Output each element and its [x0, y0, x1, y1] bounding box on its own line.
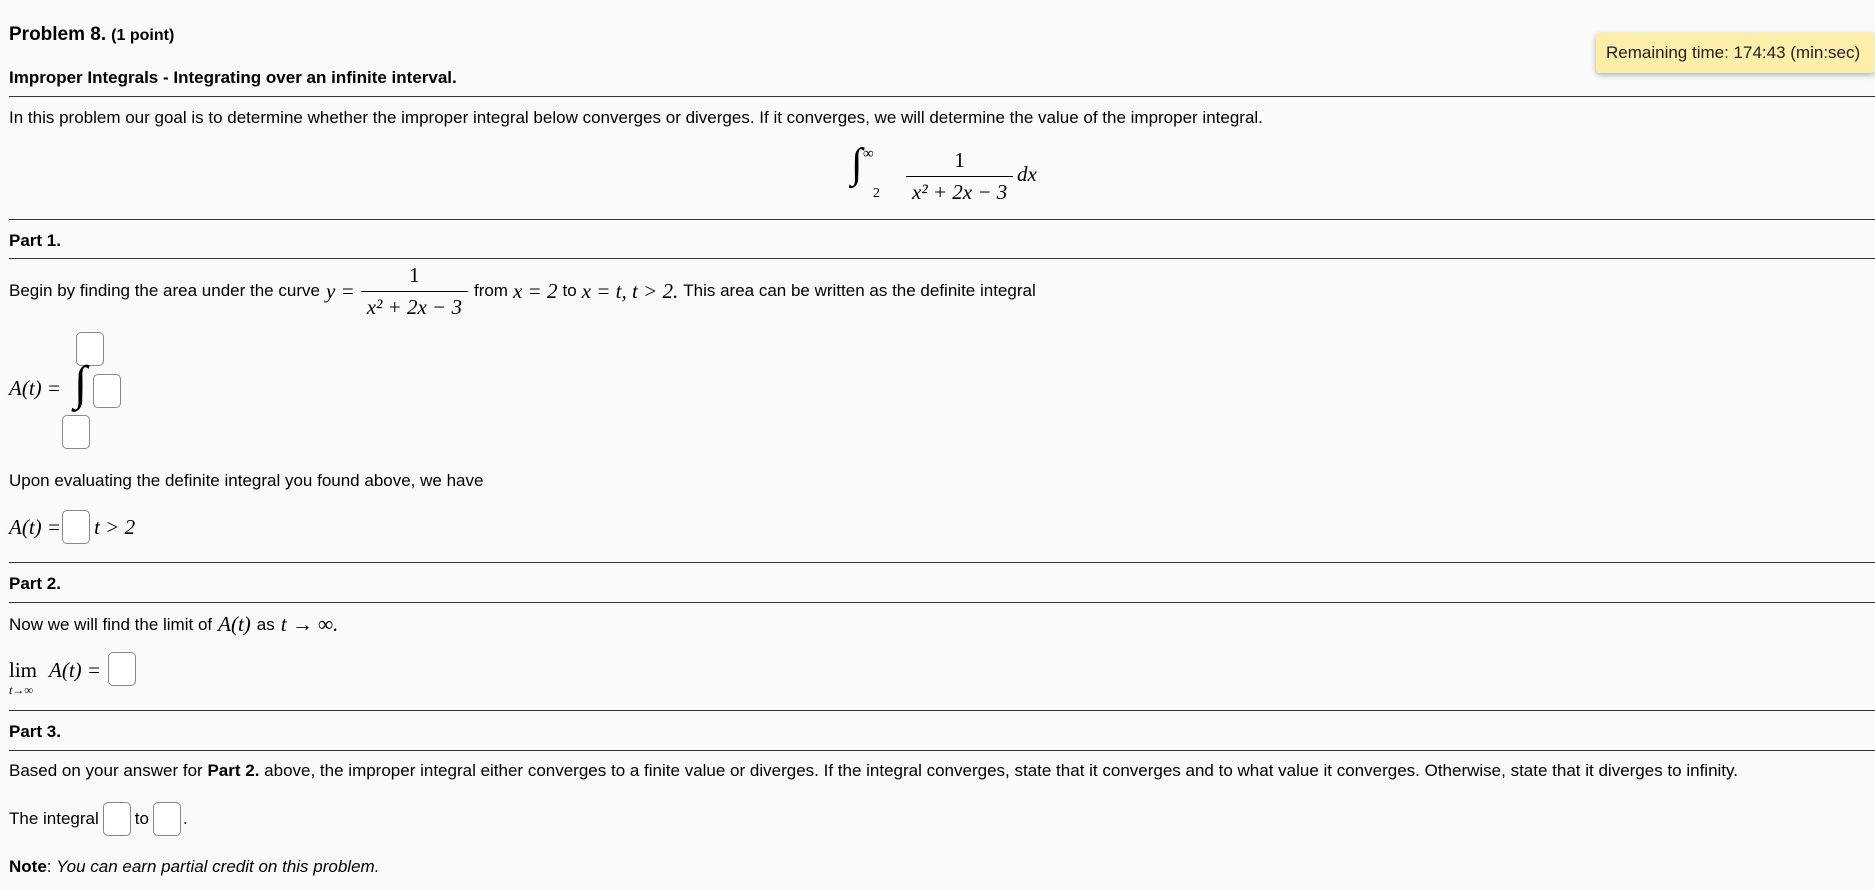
limit-subscript: t→∞ [9, 683, 33, 697]
problem-header [9, 24, 174, 46]
integral-numerator: 1 [954, 148, 965, 172]
part2-heading: Part 2. [9, 574, 61, 593]
part1-heading: Part 1. [9, 231, 61, 250]
area-lhs: A(t) = [9, 376, 62, 400]
problem-page [9, 0, 1875, 890]
answer-prefix: The integral [9, 809, 99, 828]
area-expression-input[interactable] [62, 510, 90, 544]
part2-text: Now we will find the limit of [9, 614, 213, 634]
integral-differential: dx [1017, 162, 1037, 186]
intro-text: In this problem our goal is to determine whether the improper integral below converges or diverges. If it converges, we will determine the value of the improper integral. [9, 108, 1263, 127]
part3-text-a: Based on your answer for [9, 761, 203, 780]
divider [9, 562, 1875, 563]
divider [9, 750, 1875, 751]
part1-prompt [9, 264, 1036, 318]
divider [9, 602, 1875, 603]
eval-lhs: A(t) = [9, 514, 62, 539]
eval-row [9, 510, 135, 544]
curve-denominator: x² + 2x − 3 [361, 291, 468, 320]
limit-operator: lim [9, 658, 38, 682]
integral-sign: ∫ [851, 141, 863, 187]
limit-input[interactable] [108, 652, 136, 686]
problem-points: (1 point) [111, 27, 175, 44]
integral-value-input[interactable] [153, 802, 181, 836]
note: Note: You can earn partial credit on this problem. [9, 857, 380, 876]
integral-fraction [900, 148, 1019, 205]
part2-as: as [256, 614, 275, 634]
part3-text-b: above, the improper integral either converges to a finite value or diverges. If the integral converges, state that it converges and to what value it converges. Otherwise, state that it diverges to infinity. [264, 761, 1738, 780]
part2-limit-text: t → ∞. [280, 612, 339, 636]
integral-upper-limit: ∞ [863, 146, 874, 162]
from-expression: x = 2 [512, 278, 558, 303]
eval-condition: t > 2 [94, 514, 136, 539]
limit-expression: A(t) = [49, 658, 102, 682]
divider [9, 710, 1875, 711]
part1-text-to: to [562, 281, 577, 300]
integrand-input[interactable] [93, 374, 121, 408]
part1-text-before: Begin by finding the area under the curve [9, 281, 320, 300]
curve-fraction [361, 263, 468, 320]
part2-prompt [9, 612, 338, 637]
note-text: You can earn partial credit on this problem. [56, 857, 380, 876]
to-expression: x = t, t > 2. [581, 278, 679, 303]
problem-title: Problem 8. [9, 24, 107, 45]
remaining-time-badge: Remaining time: 174:43 (min:sec) [1596, 33, 1875, 73]
part3-prompt [9, 761, 1738, 781]
part1-text-from: from [473, 281, 508, 300]
divider [9, 96, 1875, 97]
part2-at: A(t) [218, 612, 251, 636]
divider [9, 219, 1875, 220]
curve-numerator: 1 [409, 262, 420, 287]
part3-text-bold: Part 2. [207, 761, 260, 780]
part1-eval-text: Upon evaluating the definite integral you found above, we have [9, 471, 484, 490]
divider [9, 258, 1875, 259]
part3-heading: Part 3. [9, 722, 61, 741]
integral-denominator: x² + 2x − 3 [906, 176, 1013, 205]
answer-mid: to [134, 809, 149, 828]
converge-diverge-input[interactable] [103, 802, 131, 836]
curve-lhs: y = [325, 278, 355, 303]
problem-subtitle: Improper Integrals - Integrating over an infinite interval. [9, 68, 457, 87]
note-label: Note [9, 857, 47, 876]
part1-text-after: This area can be written as the definite integral [683, 281, 1036, 300]
integral-sign: ∫ [74, 357, 88, 410]
integral-lower-limit: 2 [873, 186, 880, 201]
answer-suffix: . [182, 809, 188, 828]
lower-limit-input[interactable] [62, 415, 90, 449]
part3-answer-row [9, 802, 188, 836]
